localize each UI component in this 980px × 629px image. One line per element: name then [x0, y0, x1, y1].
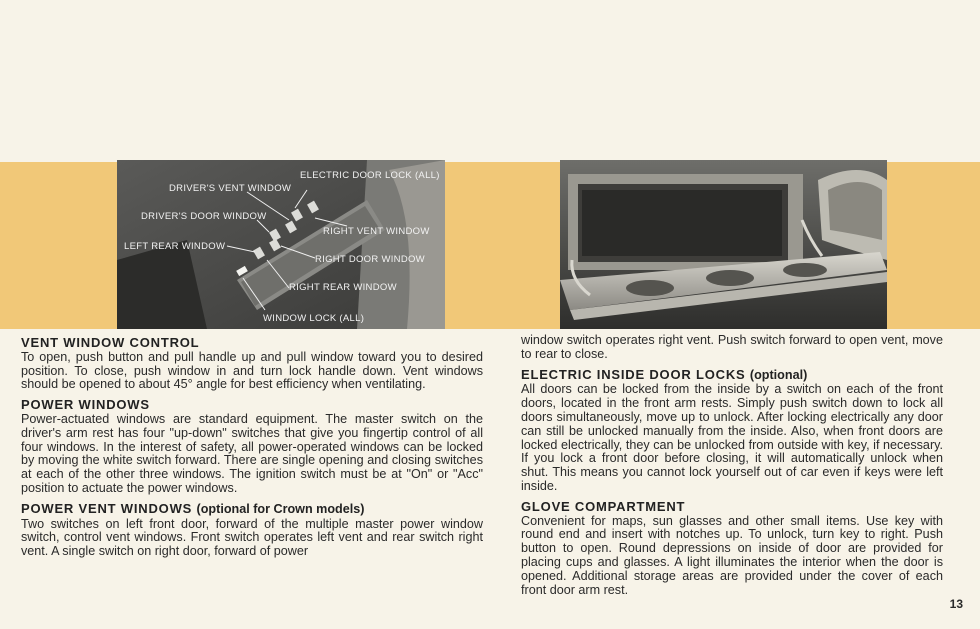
- heading-electric-inside-door-locks: [521, 368, 943, 383]
- heading-electric-door-locks-title: ELECTRIC INSIDE DOOR LOCKS: [521, 366, 746, 382]
- label-left-rear-window: LEFT REAR WINDOW: [124, 241, 226, 252]
- heading-power-vent-windows-title: POWER VENT WINDOWS: [21, 500, 193, 516]
- text-electric-inside-door-locks: All doors can be locked from the inside by a switch on each of the front doors, located in the front arm rests. Simply push switch down to lock all doors simultaneously, move up to unlock. After locking electrically any door can still be unlocked manually from the inside. Also, when front doors are locked electrically, they can be unlocked from outside with key, if necessary. If you lock a front door before closing, it will automatically unlock when shut. This means you cannot lock yourself out of car even if keys were left inside.: [521, 382, 943, 493]
- label-drivers-door-window: DRIVER'S DOOR WINDOW: [141, 211, 267, 222]
- heading-glove-compartment: GLOVE COMPARTMENT: [521, 498, 686, 514]
- heading-power-windows: POWER WINDOWS: [21, 397, 150, 413]
- label-right-rear-window: RIGHT REAR WINDOW: [289, 282, 397, 293]
- text-power-vent-windows: Two switches on left front door, forward of the multiple master power window switch, control vent windows. Front switch operates left vent and rear switch right vent. A single switch on right door, forward of power: [21, 516, 483, 559]
- right-text-column: [521, 334, 943, 603]
- heading-electric-door-locks-note: (optional): [749, 367, 808, 382]
- text-glove-compartment: Convenient for maps, sun glasses and other small items. Use key with round end and insert with notches up. To unlock, turn key to right. Push button to open. Round depressions on inside of door are provided for placing cups and glasses. A light illuminates the interior when the door is opened. Additional storage areas are provided under the cover of each front door arm rest.: [521, 513, 943, 597]
- label-electric-door-lock: ELECTRIC DOOR LOCK (ALL): [300, 170, 440, 181]
- heading-power-vent-windows-note: (optional for Crown models): [196, 501, 365, 516]
- label-right-vent-window: RIGHT VENT WINDOW: [323, 226, 430, 237]
- page-number: 13: [949, 597, 963, 611]
- master-switch-photo: [117, 160, 445, 329]
- label-right-door-window: RIGHT DOOR WINDOW: [315, 254, 425, 265]
- glove-compartment-photo: [560, 160, 887, 329]
- heading-power-vent-windows: [21, 502, 483, 517]
- heading-vent-window-control: VENT WINDOW CONTROL: [21, 335, 200, 350]
- label-drivers-vent-window: DRIVER'S VENT WINDOW: [169, 183, 292, 194]
- left-text-column: [21, 336, 483, 565]
- text-power-windows: Power-actuated windows are standard equipment. The master switch on the driver's arm rest has four "up-down" switches that give you fingertip control of all four windows. In the interest of safety, all power-operated windows can be locked by moving the white switch forward. There are single opening and closing switches at each of the other three windows. The ignition switch must be at "On" or "Acc" position to actuate the power windows.: [21, 411, 483, 495]
- text-power-vent-windows-cont: window switch operates right vent. Push switch forward to open vent, move to rear to close.: [521, 333, 943, 361]
- text-vent-window-control: To open, push button and pull handle up and pull window toward you to desired position. To close, push window in and turn lock handle down. Vent windows should be opened to about 45° angle for best efficiency when ventilating.: [21, 349, 483, 392]
- label-window-lock: WINDOW LOCK (ALL): [263, 313, 365, 324]
